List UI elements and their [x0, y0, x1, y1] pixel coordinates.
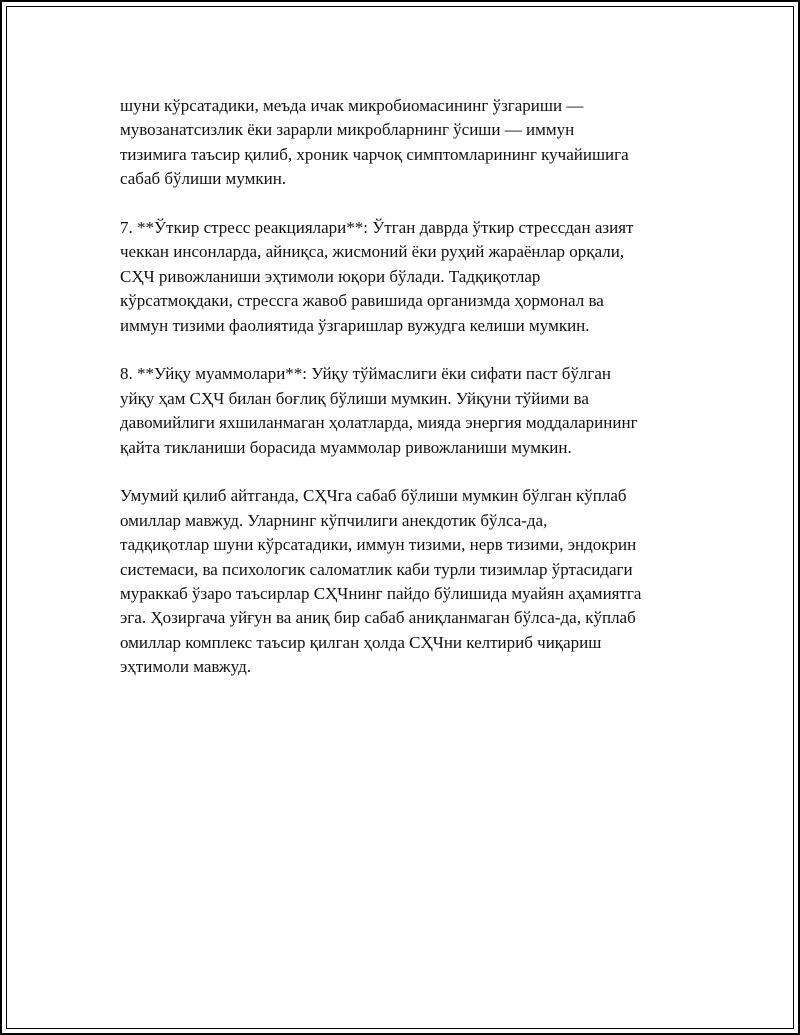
text-line: уйқу ҳам СҲЧ билан боғлиқ бўлиши мумкин. Уйқуни тўйими ва [120, 388, 589, 408]
text-line: омиллар комплекс таъсир қилган ҳолда СҲЧни келтириб чиқариш [120, 632, 602, 652]
text-line: қайта тикланиши борасида муаммолар ривожланиши мумкин. [120, 437, 572, 457]
text-line: давомийлиги яхшиланмаган ҳолатларда, мияда энергия моддаларининг [120, 413, 638, 433]
text-line: омиллар мавжуд. Уларнинг кўпчилиги анекдотик бўлса-да, [120, 510, 548, 530]
text-line: чеккан инсонларда, айниқса, жисмоний ёки руҳий жараёнлар орқали, [120, 242, 625, 262]
text-line: 7. **Ўткир стресс реакциялари**: Ўтган даврда ўткир стрессдан азият [120, 218, 634, 238]
paragraph-acute-stress [120, 216, 700, 338]
document-body [120, 94, 700, 704]
text-line: системаси, ва психологик саломатлик каби турли тизимлар ўртасидаги [120, 559, 633, 579]
text-line: эҳтимоли мавжуд. [120, 657, 251, 677]
text-line: шуни кўрсатадики, меъда ичак микробиомасининг ўзгариши — [120, 96, 584, 115]
text-line: мувозанатсизлик ёки зарарли микробларнинг ўсиши — иммун [120, 120, 575, 140]
text-line: СҲЧ ривожланиши эҳтимоли юқори бўлади. Тадқиқотлар [120, 266, 541, 286]
text-line: мураккаб ўзаро таъсирлар СҲЧнинг пайдо бўлишида муайян аҳамиятга [120, 584, 642, 604]
paragraph-gut-microbiome [120, 94, 700, 192]
text-line: тадқиқотлар шуни кўрсатадики, иммун тизими, нерв тизими, эндокрин [120, 535, 637, 555]
text-line: сабаб бўлиши мумкин. [120, 169, 287, 189]
text-line: иммун тизими фаолиятида ўзгаришлар вужудга келиши мумкин. [120, 315, 590, 335]
text-line: Умумий қилиб айтганда, СҲЧга сабаб бўлиши мумкин бўлган кўплаб [120, 486, 627, 506]
paragraph-conclusion [120, 484, 700, 679]
text-line: тизимига таъсир қилиб, хроник чарчоқ симптомларининг кучайишига [120, 144, 629, 164]
text-line: эга. Ҳозиргача уйғун ва аниқ бир сабаб аниқланмаган бўлса-да, кўплаб [120, 608, 636, 628]
paragraph-sleep-problems [120, 362, 700, 460]
text-line: 8. **Уйқу муаммолари**: Уйқу тўймаслиги ёки сифати паст бўлган [120, 364, 612, 384]
text-line: кўрсатмоқдаки, стрессга жавоб равишида организмда ҳормонал ва [120, 291, 604, 311]
